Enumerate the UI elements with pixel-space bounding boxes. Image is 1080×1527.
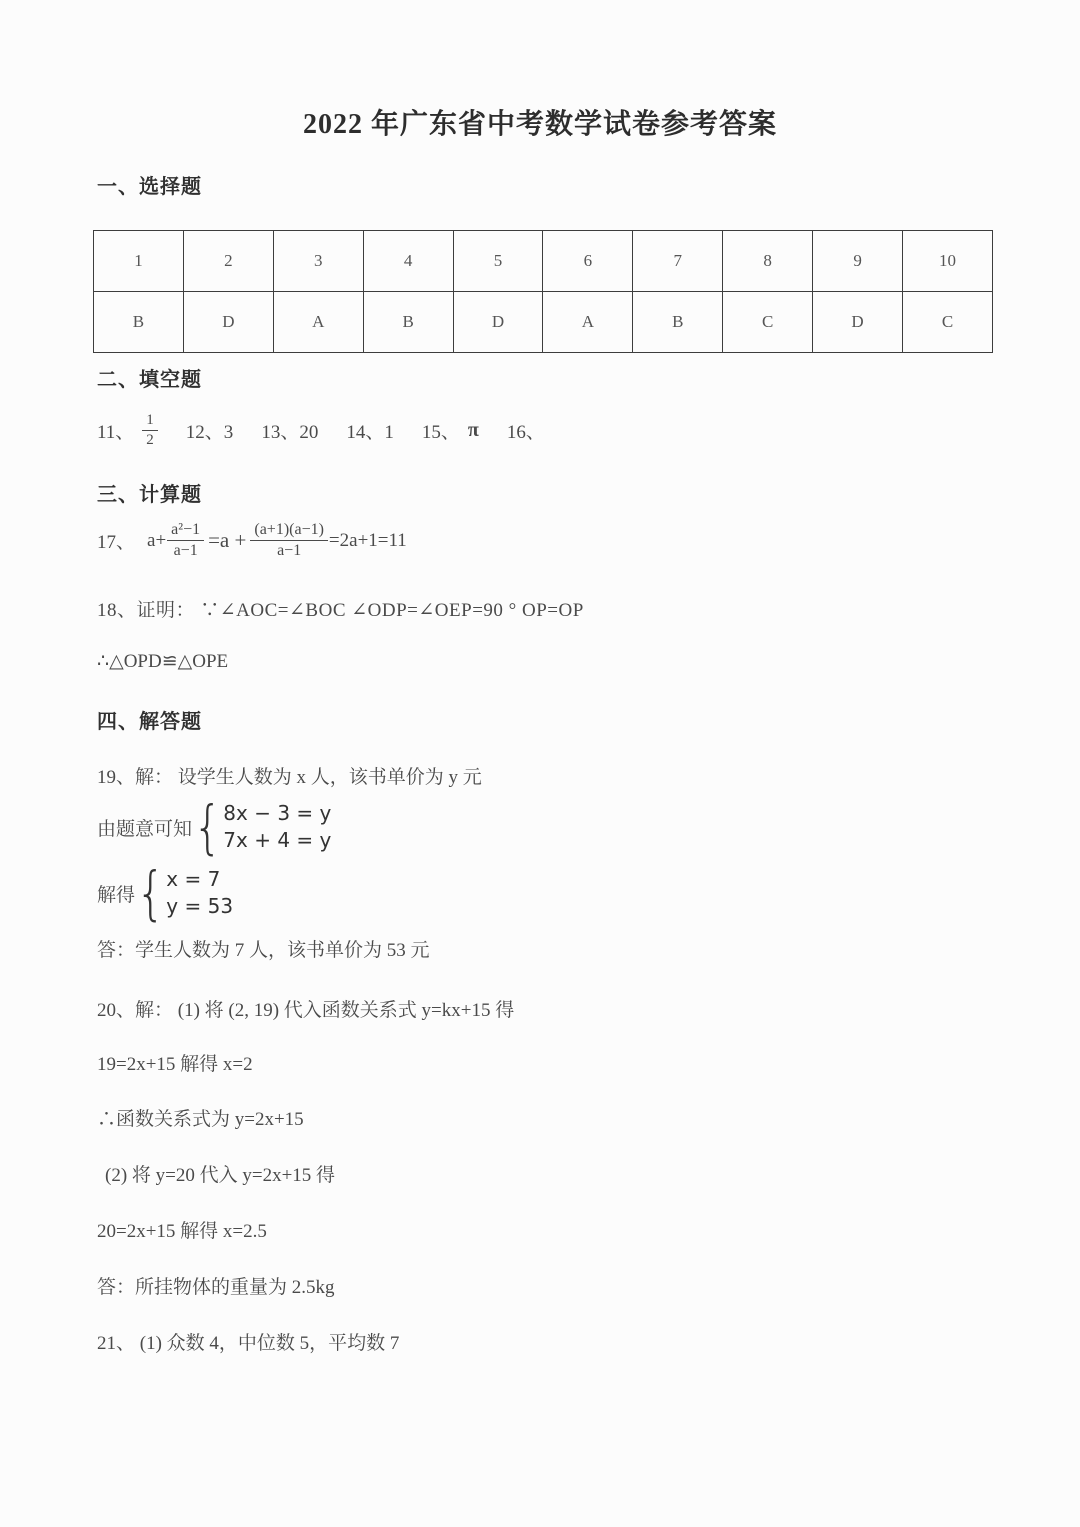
fraction-numerator: 1 — [142, 412, 158, 431]
choice-answer-table — [93, 230, 993, 353]
fraction-denominator: 2 — [146, 432, 154, 449]
question-number-cell: 4 — [363, 231, 453, 292]
equation-2: 7x + 4 = y — [223, 828, 332, 852]
fraction-one-half — [142, 412, 158, 450]
answer-letter-cell: A — [273, 292, 363, 353]
question-number-cell: 2 — [183, 231, 273, 292]
fill-item-15 — [422, 417, 479, 444]
answer-letter-cell: D — [813, 292, 903, 353]
answer-letter-cell: C — [723, 292, 813, 353]
question-19-equation-system — [97, 793, 332, 861]
question-20-part2: (2) 将 y=20 代入 y=2x+15 得 — [105, 1165, 336, 1186]
fill-item-11 — [97, 412, 158, 450]
expression-result: =2a+1=11 — [328, 529, 407, 551]
question-20-conclusion1: ∴函数关系式为 y=2x+15 — [97, 1109, 304, 1130]
section-heading-choice: 一、选择题 — [97, 176, 202, 198]
fill-blank-answers-line — [97, 412, 545, 450]
fraction-factored-over-a-minus-1 — [250, 521, 328, 561]
question-number-cell: 8 — [723, 231, 813, 292]
question-18-proof-line1: 18、证明： ∵∠AOC=∠BOC ∠ODP=∠OEP=90 ° OP=OP — [97, 600, 584, 621]
question-17-solution — [97, 521, 407, 561]
fill-item-15-label: 15、 — [421, 422, 460, 444]
solution-stack — [166, 866, 233, 920]
fill-item-11-label: 11、 — [97, 422, 135, 444]
solve-label: 解得 — [97, 884, 136, 906]
question-20-step1: 19=2x+15 解得 x=2 — [97, 1054, 253, 1075]
fraction-numerator: a²−1 — [167, 521, 204, 541]
question-number-cell: 7 — [633, 231, 723, 292]
fraction-a-squared-minus-1-over-a-minus-1 — [167, 521, 204, 561]
expression-middle: =a + — [208, 528, 247, 553]
answer-letter-cell: D — [183, 292, 273, 353]
question-number-cell: 9 — [813, 231, 903, 292]
answer-letter-cell: D — [453, 292, 543, 353]
question-19-answer: 答：学生人数为 7 人，该书单价为 53 元 — [97, 940, 430, 961]
answer-letter-cell: B — [94, 292, 184, 353]
table-row-question-numbers — [94, 231, 993, 292]
question-20-step2: 20=2x+15 解得 x=2.5 — [97, 1221, 267, 1242]
answer-letter-cell: A — [543, 292, 633, 353]
question-number-cell: 3 — [273, 231, 363, 292]
table-row-answer-letters — [94, 292, 993, 353]
question-18-proof-line2: ∴△OPD≌△OPE — [97, 651, 229, 672]
left-brace: { — [193, 793, 223, 861]
fraction-denominator: a−1 — [277, 542, 302, 560]
section-heading-calc: 三、计算题 — [97, 484, 202, 506]
fill-item-13: 13、20 — [261, 422, 319, 444]
question-17-label: 17、 — [97, 532, 136, 554]
question-number-cell: 10 — [903, 231, 993, 292]
answer-letter-cell: C — [903, 292, 993, 353]
answer-letter-cell: B — [633, 292, 723, 353]
page-title: 2022 年广东省中考数学试卷参考答案 — [302, 109, 777, 140]
left-brace: { — [136, 859, 166, 927]
question-number-cell: 6 — [543, 231, 633, 292]
fraction-denominator: a−1 — [173, 542, 198, 560]
fill-item-16: 16、 — [506, 422, 545, 444]
question-21-answer: 21、 (1) 众数 4，中位数 5，平均数 7 — [97, 1333, 400, 1354]
question-19-solution-system — [97, 859, 234, 927]
equation-1: 8x − 3 = y — [223, 801, 332, 825]
system-label: 由题意可知 — [97, 818, 193, 840]
equation-stack — [223, 800, 331, 854]
question-20-answer: 答：所挂物体的重量为 2.5kg — [97, 1277, 335, 1298]
question-20-part1: 20、解： (1) 将 (2, 19) 代入函数关系式 y=kx+15 得 — [97, 1000, 515, 1021]
fraction-numerator: (a+1)(a−1) — [250, 521, 328, 541]
section-heading-answer: 四、解答题 — [97, 711, 202, 733]
solution-x: x = 7 — [166, 867, 221, 891]
expression-prefix: a+ — [147, 529, 167, 551]
section-heading-fill: 二、填空题 — [97, 369, 202, 391]
question-number-cell: 5 — [453, 231, 543, 292]
solution-y: y = 53 — [166, 894, 234, 918]
pi-symbol: π — [467, 419, 479, 442]
answer-letter-cell: B — [363, 292, 453, 353]
question-number-cell: 1 — [94, 231, 184, 292]
question-19-intro: 19、解： 设学生人数为 x 人，该书单价为 y 元 — [97, 767, 482, 788]
fill-item-14: 14、1 — [346, 422, 394, 444]
fill-item-12: 12、3 — [185, 422, 234, 444]
